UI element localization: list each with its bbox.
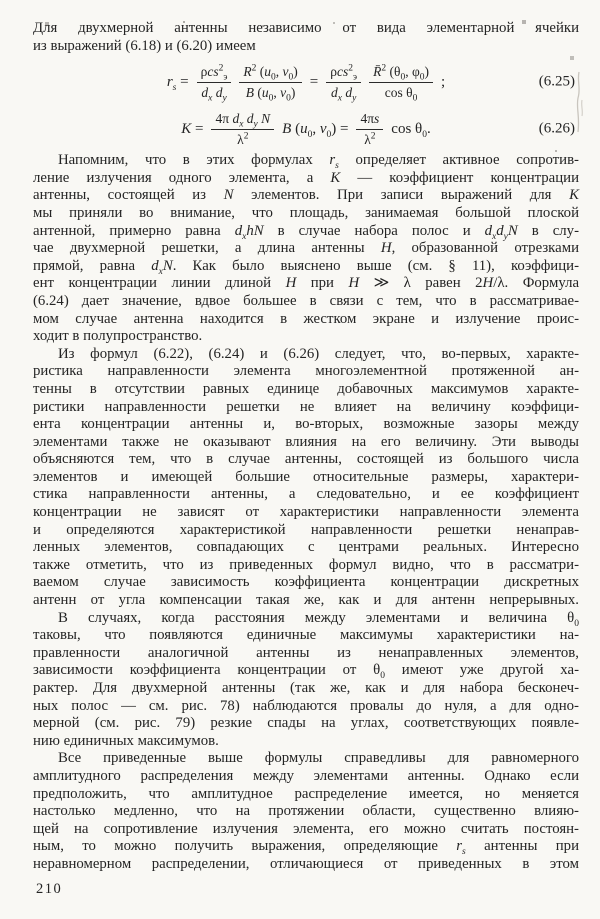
fraction-denominator: $\cos \theta_0$: [384, 84, 418, 104]
paragraph: [33, 20, 579, 55]
text-line: также отметить, что из приведенных формул видно, что в рассматри-: [33, 556, 579, 573]
text-line: концентрации не зависят от характеристики направленности элемента: [33, 504, 579, 521]
fraction-numerator: ρcs$^2_э$: [326, 63, 361, 83]
fraction-numerator: $R^2$ ($u_0$, $v_0$): [239, 63, 301, 83]
fraction: [239, 63, 301, 104]
text-line: мом случае антенна находится в жестком экране и излучение проис-: [33, 310, 579, 327]
text-line: ваемом случае зависимость коэффициента концентрации дискретных: [33, 574, 579, 591]
text-line: амплитудного распределения между элементами антенны. Однако если: [33, 767, 579, 784]
equation-term: K =: [181, 120, 204, 137]
text-line: настолько медленно, что на протяжении области, существенно влияю-: [33, 803, 579, 820]
fraction: [356, 110, 383, 148]
fraction-denominator: $\lambda^2$: [364, 131, 376, 147]
fraction: [326, 63, 361, 104]
text-line: прямой, равна $d_xN$. Как было выяснено выше (см. § 11), коэффици-: [33, 257, 579, 277]
text-line: ент концентрации линии длиной H при H ≫ λ равен 2H/λ. Формула: [33, 275, 580, 292]
paragraph: [33, 152, 579, 346]
text-line: (6.24) дает значение, вдвое большее в связи с тем, что в рассматривае-: [33, 292, 579, 309]
equation: [33, 62, 579, 102]
margin-annotation-mark: [572, 70, 586, 140]
fraction-denominator: $d_x$ $d_y$: [201, 84, 227, 104]
equation-term: B ($u_0$, $v_0$) =: [282, 120, 349, 140]
text-line: рактер. Для двухмерной антенны (так же, как и для набора бесконеч-: [33, 680, 579, 696]
equation-term: $\cos \theta_0$.: [391, 120, 431, 140]
text-line: мерной (см. рис. 79) резкие спады на углах, соответствующих появле-: [33, 715, 579, 732]
text-line: таковы, что появляются единичные максимумы характеристики на-: [33, 627, 579, 644]
equation-term: $r_s$ =: [166, 73, 189, 93]
text-line: мы приняли во внимание, что площадь, занимаемая большой плоской: [33, 204, 579, 221]
equation-term: =: [309, 73, 319, 90]
text-line: В случаях, когда расстояния между элементами и величина $\theta_0$: [58, 609, 579, 629]
paragraph: [33, 750, 579, 873]
text-line: нию единичных максимумов.: [33, 732, 219, 749]
text-line: щей на сопротивление излучения элемента, его можно считать постоян-: [33, 820, 579, 837]
text-line: Из формул (6.22), (6.24) и (6.26) следует, что, во-первых, характе-: [58, 345, 579, 362]
text-line: ента концентрации антенны и, во-вторых, возможные зазоры между: [33, 416, 579, 433]
text-line: Для двухмерной антенны независимо от вида элементарной ячейки: [33, 20, 579, 36]
equation: [33, 109, 579, 149]
paragraph: [33, 610, 579, 751]
text-line: антенн от угла компенсации такая же, как и для антенн непрерывных.: [33, 592, 579, 609]
equation-number: (6.25): [538, 73, 575, 90]
fraction: [197, 63, 232, 104]
text-line: правленности аналогичной антенны из ненаправленных элементов,: [33, 644, 579, 661]
text-line: антенны, состоящей из N элементов. При записи выражений для K: [33, 187, 579, 204]
text-line: Напомним, что в этих формулах $r_s$ определяет активное сопротив-: [58, 152, 579, 172]
text-line: ленных элементов, совпадающих с центрами реальных. Интересно: [33, 539, 579, 556]
page-number: 210: [36, 881, 63, 897]
text-line: из выражений (6.18) и (6.20) имеем: [33, 37, 256, 54]
equation-body: [177, 110, 434, 148]
fraction: [369, 63, 433, 104]
text-line: антенной, примерно равна $d_xhN$ в случае набора полос и $d_xd_yN$ в слу-: [33, 222, 580, 242]
text-line: тенны в отсутствии равных единице добавочных максимумов характе-: [33, 380, 579, 397]
text-line: неравномерном распределении, отличающиеся от приведенных в этом: [33, 855, 579, 872]
text-line: и определяются характеристикой направленности решетки ненаправ-: [33, 521, 579, 538]
fraction-numerator: R̄$^2$ ($\theta_0$, $\varphi_0$): [369, 63, 433, 83]
fraction-denominator: $\lambda^2$: [237, 131, 249, 147]
fraction-denominator: B ($u_0$, $v_0$): [245, 84, 296, 104]
fraction-numerator: 4πs: [356, 110, 383, 130]
text-line: ление излучения одного элемента, а K — коэффициент концентрации: [33, 169, 579, 186]
equation-term: ;: [440, 73, 446, 90]
text-line: ристика направленности элемента многоэлементной протяженной ан-: [33, 363, 579, 380]
fraction: [211, 110, 274, 148]
text-line: зависимости коэффициента концентрации от $\theta_0$ имеют уже другой ха-: [33, 662, 580, 682]
fraction-denominator: $d_x$ $d_y$: [331, 84, 357, 104]
fraction-numerator: 4π $d_x$ $d_y$ N: [211, 110, 274, 130]
content-flow: [33, 20, 579, 874]
scan-speck: [0, 0, 2, 2]
text-line: ходит в полупространство.: [33, 328, 203, 345]
text-line: ных полос — см. рис. 78) наблюдаются провалы до нуля, а для одно-: [33, 697, 579, 714]
text-line: ристики направленности решетки не влияет на величину коэффици-: [33, 398, 579, 415]
text-line: стика направленности антенны, а следовательно, и ее коэффициент: [33, 486, 579, 503]
text-line: объясняются тем, что в случае антенны, состоящей из большого числа: [33, 451, 579, 468]
text-line: ным, то можно получить выражения, определяющие $r_s$ антенны при: [33, 838, 579, 858]
fraction-numerator: ρcs$^2_э$: [197, 63, 232, 83]
text-line: предположить, что амплитудное распределение имеется, но меняется: [33, 785, 579, 802]
text-line: чае двухмерной решетки, а длина антенны H, образованной отрезками: [33, 240, 579, 257]
text-line: Все приведенные выше формулы справедливы для равномерного: [58, 750, 579, 767]
equation-body: [163, 63, 449, 104]
text-line: элементами также не оказывают влияния на его величину. Эти выводы: [33, 433, 579, 450]
paragraph: [33, 346, 579, 610]
equation-number: (6.26): [538, 120, 575, 137]
text-line: элементов и имеющей большие относительные размеры, характери-: [33, 468, 579, 485]
